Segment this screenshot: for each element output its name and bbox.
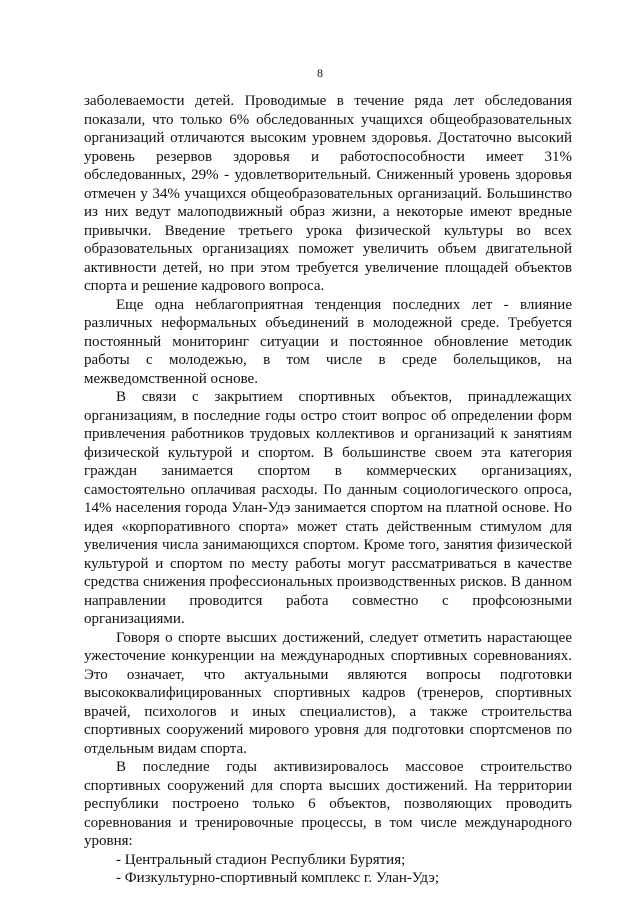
page-number: 8: [317, 66, 323, 80]
paragraph-health-statistics: заболеваемости детей. Проводимые в течение ряда лет обследования показали, что только 6% обследованных учащихся общеобразовательных организаций отличаются высоким уровнем здоровья. Достаточно высокий уровень резервов здоровья и работоспособности имеет 31% обследованных, 29% - удовлетворительный. Сниженный уровень здоровья отмечен у 34% учащихся общеобразовательных организаций. Большинство из них ведут малоподвижный образ жизни, а некоторые имеют вредные привычки. Введение третьего урока физической культуры во всех образовательных организациях поможет увеличить объем двигательной активности детей, но при этом требуется увеличение площадей объектов спорта и решение кадрового вопроса.: [84, 93, 572, 294]
paragraph-informal-groups: Еще одна неблагоприятная тенденция последних лет - влияние различных неформальных объединений в молодежной среде. Требуется постоянный мониторинг ситуации и постоянное обновление методик работы с молодежью, в том числе в среде болельщиков, на межведомственной основе.: [84, 296, 572, 387]
paragraph-construction: В последние годы активизировалось массовое строительство спортивных сооружений для спорта высших достижений. На территории республики построено только 6 объектов, позволяющих проводить соревнования и тренировочные процессы, в том числе международного уровня:: [84, 759, 572, 849]
paragraph-elite-sport: Говоря о спорте высших достижений, следует отметить нарастающее ужесточение конкуренции на международных спортивных соревнованиях. Это означает, что актуальными являются вопросы подготовки высококвалифицированных спортивных кадров (тренеров, спортивных врачей, психологов и иных специалистов), а также строительства спортивных сооружений мирового уровня для подготовки спортсменов по отдельным видам спорта.: [84, 629, 572, 757]
document-body: [84, 92, 572, 888]
list-item-central-stadium: - Центральный стадион Республики Бурятия;: [116, 851, 406, 868]
paragraph-corporate-sport: В связи с закрытием спортивных объектов, принадлежащих организациям, в последние годы остро стоит вопрос об определении форм привлечения работников трудовых коллективов и организаций к занятиям физической культурой и спортом. В большинстве своем эта категория граждан занимается спортом в коммерческих организациях, самостоятельно оплачивая расходы. По данным социологического опроса, 14% населения города Улан-Удэ занимается спортом на платной основе. Но идея «корпоративного спорта» может стать действенным стимулом для увеличения числа занимающихся спортом. Кроме того, занятия физической культурой и спортом по месту работы могут рассматриваться в качестве средства снижения профессиональных производственных рисков. В данном направлении проводится работа совместно с профсоюзными организациями.: [84, 389, 572, 627]
list-item-sports-complex: - Физкультурно-спортивный комплекс г. Улан-Удэ;: [116, 870, 440, 886]
